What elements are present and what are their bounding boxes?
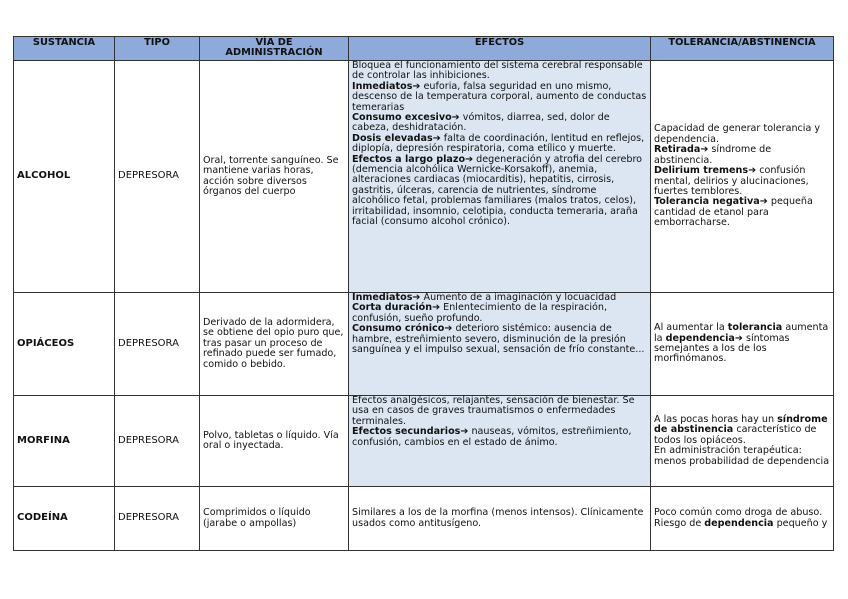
efectos-text-largo-plazo: degeneración y atrofia del cerebro (demencia alcohólica Wernicke-Korsakoff), anemia, alteraciones cardiacas (miocarditis), hepatitis, cirrosis, gastritis, úlceras, carencia de nutrientes, síndrome alcohólico fetal, problemas familiares (malos tratos, celos), irritabilidad, insomnio, celotipia, conducta temeraria, araña facial (consumo alcohol crónico). xyxy=(352,153,643,228)
arrow-icon: ➔ xyxy=(700,144,709,156)
efectos-label-dosis-elevadas: Dosis elevadas xyxy=(352,132,433,144)
cell-efectos xyxy=(349,61,651,293)
tolerancia-text: Capacidad de generar tolerancia y dependencia. xyxy=(654,123,821,145)
cell-sustancia: OPIÁCEOS xyxy=(14,293,115,396)
cell-tolerancia xyxy=(651,396,834,487)
cell-efectos xyxy=(349,487,651,551)
arrow-icon: ➔ xyxy=(444,323,453,335)
efectos-intro: Bloquea el funcionamiento del sistema cerebral responsable de controlar las inhibiciones. xyxy=(352,60,643,82)
tolerancia-text: pequeño y xyxy=(773,517,828,529)
tolerancia-text-retirada: síndrome de abstinencia. xyxy=(654,144,772,166)
cell-sustancia: CODEÍNA xyxy=(14,487,115,551)
tolerancia-text: Poco común como droga de abuso. Riesgo de xyxy=(654,507,823,529)
cell-via: Derivado de la adormidera, se obtiene del opio puro que, tras pasar un proceso de refinado puede ser fumado, comido o bebido. xyxy=(200,293,349,396)
table-row-opiaceos xyxy=(14,293,834,396)
arrow-icon: ➔ xyxy=(460,426,469,438)
cell-tipo: DEPRESORA xyxy=(115,396,200,487)
header-via-line2: ADMINISTRACIÓN xyxy=(225,47,323,59)
arrow-icon: ➔ xyxy=(432,132,441,144)
tolerancia-text-negativa: pequeña cantidad de etanol para emborracharse. xyxy=(654,196,813,229)
arrow-icon: ➔ xyxy=(748,165,757,177)
cell-via: Oral, torrente sanguíneo. Se mantiene varias horas, acción sobre diversos órganos del cuerpo xyxy=(200,61,349,293)
arrow-icon: ➔ xyxy=(759,196,768,208)
cell-tolerancia xyxy=(651,487,834,551)
cell-tipo: DEPRESORA xyxy=(115,487,200,551)
cell-via: Polvo, tabletas o líquido. Vía oral o inyectada. xyxy=(200,396,349,487)
cell-via: Comprimidos o líquido (jarabe o ampollas) xyxy=(200,487,349,551)
tolerancia-text: A las pocas horas hay un xyxy=(654,413,778,425)
header-efectos: EFECTOS xyxy=(349,37,651,61)
arrow-icon: ➔ xyxy=(734,332,743,344)
cell-tipo: DEPRESORA xyxy=(115,293,200,396)
tolerancia-label-tolerancia: tolerancia xyxy=(727,322,783,334)
header-sustancia: SUSTANCIA xyxy=(14,37,115,61)
header-tipo: TIPO xyxy=(115,37,200,61)
tolerancia-label-delirium: Delirium tremens xyxy=(654,165,749,177)
cell-sustancia: ALCOHOL xyxy=(14,61,115,293)
cell-efectos xyxy=(349,293,651,396)
tolerancia-text-terapeutica: En administración terapéutica: menos probabilidad de dependencia xyxy=(654,445,830,467)
efectos-intro: Similares a los de la morfina (menos intensos). Clínicamente usados como antitusígeno. xyxy=(352,507,644,529)
efectos-label-secundarios: Efectos secundarios xyxy=(352,426,461,438)
header-row xyxy=(14,37,834,61)
cell-sustancia: MORFINA xyxy=(14,396,115,487)
efectos-label-consumo-excesivo: Consumo excesivo xyxy=(352,112,452,124)
efectos-text-inmediatos: euforia, falsa seguridad en uno mismo, descenso de la temperatura corporal, aumento de conductas temerarias xyxy=(352,80,647,113)
efectos-label-consumo-cronico: Consumo crónico xyxy=(352,323,445,335)
efectos-label-largo-plazo: Efectos a largo plazo xyxy=(352,153,466,165)
efectos-label-inmediatos: Inmediatos xyxy=(352,80,413,92)
table-row-codeina xyxy=(14,487,834,551)
efectos-intro: Efectos analgésicos, relajantes, sensación de bienestar. Se usa en casos de graves traumatismos o enfermedades terminales. xyxy=(352,395,635,427)
tolerancia-text: característico de todos los opiáceos. xyxy=(654,424,817,446)
header-tolerancia: TOLERANCIA/ABSTINENCIA xyxy=(651,37,834,61)
efectos-label-corta-duracion: Corta duración xyxy=(352,302,433,314)
tolerancia-label-dependencia: dependencia xyxy=(704,517,774,529)
tolerancia-text: aumenta la xyxy=(654,322,829,344)
efectos-text-consumo-excesivo: vómitos, diarrea, sed, dolor de cabeza, deshidratación. xyxy=(352,112,610,134)
tolerancia-label-dependencia: dependencia xyxy=(665,332,735,344)
tolerancia-text-delirium: confusión mental, delirios y alucinaciones, fuertes temblores. xyxy=(654,165,809,197)
efectos-text-consumo-cronico: deterioro sistémico: ausencia de hambre, estreñimiento severo, disminución de la presión sanguínea y el impulso sexual, sensación de frío constante... xyxy=(352,323,645,356)
substances-table xyxy=(13,36,834,551)
cell-tolerancia xyxy=(651,61,834,293)
arrow-icon: ➔ xyxy=(412,80,421,92)
table-row-alcohol xyxy=(14,61,834,293)
arrow-icon: ➔ xyxy=(465,153,474,165)
cell-tolerancia xyxy=(651,293,834,396)
tolerancia-label-abstinencia: síndrome de abstinencia xyxy=(654,413,828,436)
efectos-text-inmediatos: Aumento de a imaginación y locuacidad xyxy=(420,292,617,303)
efectos-text-dosis-elevadas: falta de coordinación, lentitud en reflejos, diplopía, depresión respiratoria, coma etílico y muerte. xyxy=(352,132,645,155)
arrow-icon: ➔ xyxy=(432,302,441,314)
tolerancia-text: síntomas semejantes a los de los morfinómanos. xyxy=(654,332,790,365)
efectos-text-secundarios: nauseas, vómitos, estreñimiento, confusión, cambios en el estado de ánimo. xyxy=(352,426,632,448)
tolerancia-text: Al aumentar la xyxy=(654,322,728,334)
cell-efectos xyxy=(349,396,651,487)
efectos-text-corta-duracion: Enlentecimiento de la respiración, confusión, sueño profundo. xyxy=(352,302,608,324)
tolerancia-label-negativa: Tolerancia negativa xyxy=(654,196,760,208)
table-row-morfina xyxy=(14,396,834,487)
efectos-label-inmediatos: Inmediatos xyxy=(352,292,413,303)
arrow-icon: ➔ xyxy=(412,292,421,303)
arrow-icon: ➔ xyxy=(451,112,460,124)
cell-tipo: DEPRESORA xyxy=(115,61,200,293)
header-via-line1: VÍA DE xyxy=(255,37,293,48)
tolerancia-label-retirada: Retirada xyxy=(654,144,701,156)
header-via xyxy=(200,37,349,61)
